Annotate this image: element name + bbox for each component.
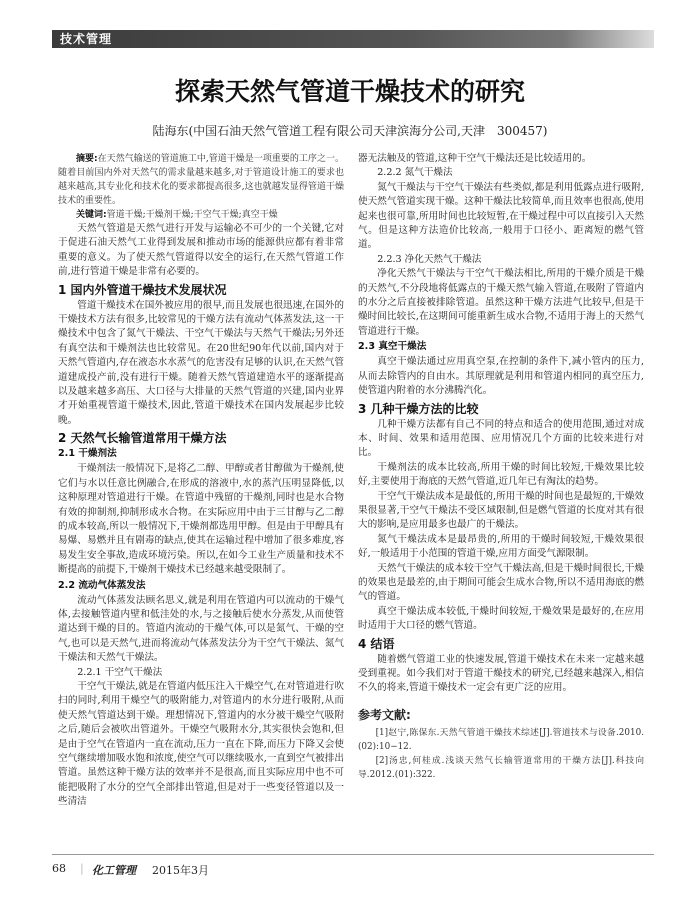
section-2-1-text: 干燥剂法一般情况下,是将乙二醇、甲醇或者甘醇做为干燥剂,使它们与水以任意比例融合,在形成的溶液中,水的蒸汽压明显降低,以这种原理对管道进行干燥。在管道中残留的干燥剂,同时也是水合物有效的抑制剂,抑制形成水合物。在实际应用中由于三甘醇与乙二醇的成本较高,所以一般情况下,干燥剂都选用甲醇。但是由于甲醇具有易爆、易燃并且有剧毒的缺点,使其在运输过程中增加了很多难度,容易发生安全事故,造成环境污染。所以,在如今工业生产质量和技术不断提高的前提下,干燥剂干燥技术已经越来越受限制了。 [58,463,344,576]
article-title: 探索天然气管道干燥技术的研究 [174,77,525,106]
section-2-3-text: 真空干燥法通过应用真空泵,在控制的条件下,减小管内的压力,从而去除管内的自由水。其原理就是利用和管道内相同的真空压力,使管道内附着的水分沸腾汽化。 [358,356,644,397]
keywords-text: 管道干燥;干燥剂干燥;干空气干燥;真空干燥 [106,210,278,220]
abstract-label: 摘要: [76,154,98,164]
journal-name: 化工管理 [92,864,136,877]
section-2-2-3-heading: 2.2.3 净化天然气干燥法 [377,253,482,265]
section-2-2-2-heading: 2.2.2 氮气干燥法 [377,167,453,179]
references-heading: 参考文献: [358,707,411,722]
intro-paragraph: 天然气管道是天然气进行开发与运输必不可少的一个关键,它对于促进石油天然气工业得到发展和推动市场的能源供应都有着非常重要的意义。为了使天然气管道得以安全的运行,在天然气管道工作前,进行管道干燥是非常有必要的。 [58,223,344,278]
section-label: 技术管理 [60,32,113,46]
keywords-label: 关键词: [76,210,107,220]
section-3-paragraph: 氮气干燥法成本是最昂贵的,所用的干燥时间较短,干燥效果很好,一般适用于小范围的管道干燥,应用方面受气源限制。 [358,533,644,560]
section-2-2-1-heading: 2.2.1 干空气干燥法 [77,666,163,678]
page-number: 68 [52,862,66,875]
section-3-heading: 3 几种干燥方法的比较 [358,401,479,416]
section-2-2-3-text: 净化天然气干燥法与干空气干燥法相比,所用的干燥介质是干燥的天然气,不分段地将低露点的干燥天然气输入管道,在吸附了管道内的水分之后直接被排除管道。虽然这种干燥方法进气比较早,但是干燥时间比较长,在这期间可能重新生成水合物,不适用于海上的天然气管道进行干燥。 [358,268,644,337]
issue-date: 2015年3月 [152,864,209,877]
section-2-2-text: 流动气体蒸发法顾名思义,就是利用在管道内可以流动的干燥气体,去接触管道内壁和低洼处的水,与之接触后使水分蒸发,从而使管道达到干燥的目的。管道内流动的干燥气体,可以是氮气、干燥的空气,也可以是天然气,进而将流动气体蒸发法分为干空气干燥法、氮气干燥法和天然气干燥法。 [58,594,344,664]
footer-separator: | [80,862,84,875]
footer-rule [52,854,654,855]
section-4-text: 随着燃气管道工业的快速发展,管道干燥技术在未来一定越来越受到重视。如今我们对于管道干燥技术的研究,已经越来越深入,相信不久的将来,管道干燥技术一定会有更广泛的应用。 [358,653,644,694]
section-2-3-heading: 2.3 真空干燥法 [358,341,427,353]
author-line: 陆海东(中国石油天然气管道工程有限公司天津滨海分公司,天津 300457) [152,124,548,138]
section-2-2-heading: 2.2 流动气体蒸发法 [58,579,146,591]
abstract-text: 在天然气输送的管道施工中,管道干燥是一项重要的工序之一。随着目前国内外对天然气的需求量越来越多,对于管道设计施工的要求也越来越高,其专业化和技术化的要求都提高很多,这也就越发显得管道干燥技术的重要性。 [58,154,344,206]
reference-item: [2]汤忠,何桂成.浅谈天然气长输管道常用的干燥方法[J].科技向导.2012.(01):322. [358,756,644,781]
section-4-heading: 4 结语 [358,636,395,651]
section-1-text: 管道干燥技术在国外被应用的很早,而且发展也很迅速,在国外的干燥技术方法有很多,比较常见的干燥方法有流动气体蒸发法,这一干燥技术中包含了氮气干燥法、干空气干燥法与天然气干燥法;另外还有真空法和干燥剂法也比较常见。在20世纪90年代以前,国内对于天然气管道内,存在液态水水蒸气的危害没有足够的认识,在天然气管道建成投产前,没有进行干燥。随着天然气管道建造水平的逐渐提高以及越来越多高压、大口径与大排量的天然气管道的兴建,国内业界才开始重视管道干燥技术,因此,管道干燥技术在国内发展起步比较晚。 [58,299,344,426]
keywords [58,208,344,222]
section-1-heading: 1 国内外管道干燥技术发展状况 [58,282,227,297]
section-3-paragraph: 干燥剂法的成本比较高,所用干燥的时间比较短,干燥效果比较好,主要使用于海底的天然气管道,近几年已有淘汰的趋势。 [358,461,644,488]
section-3-paragraph: 真空干燥法成本较低,干燥时间较短,干燥效果是最好的,在应用时适用于大口径的燃气管道。 [358,605,644,632]
left-column [58,152,344,810]
right-column [358,152,644,782]
reference-item: [1]赵宁,陈保东.天然气管道干燥技术综述[J].管道技术与设备.2010.(02):10−12. [358,728,644,753]
section-3-paragraph: 几种干燥方法都有自己不同的特点和适合的使用范围,通过对成本、时间、效果和适用范围、应用情况几个方面的比较来进行对比。 [358,418,644,459]
section-3-paragraph: 干空气干燥法成本是最低的,所用干燥的时间也是最短的,干燥效果很显著,干空气干燥法不受区域限制,但是燃气管道的长度对其有很大的影响,是应用最多也最广的干燥法。 [358,490,644,531]
section-2-2-2-text: 氮气干燥法与干空气干燥法有些类似,都是利用低露点进行吸附,使天然气管道实现干燥。这种干燥法比较简单,而且效率也很高,使用起来也很可靠,所用时间也比较短暂,在干燥过程中可以直接引入天然气。但是这种方法造价比较高,一般用于口径小、距离短的燃气管道。 [358,181,644,251]
header-bar [52,30,654,48]
continued-text: 器无法触及的管道,这种干空气干燥法还是比较适用的。 [358,153,592,164]
section-2-heading: 2 天然气长输管道常用干燥方法 [58,431,227,446]
abstract [58,152,344,208]
section-3-paragraph: 天然气干燥法的成本较干空气干燥法高,但是干燥时间很长,干燥的效果也是最差的,由于期间可能会生成水合物,所以不适用海底的燃气的管道。 [358,562,644,603]
section-2-2-1-text: 干空气干燥法,就是在管道内低压注入干燥空气,在对管道进行吹扫的同时,利用干燥空气的吸附能力,对管道内的水分进行吸附,从而使天然气管道达到干燥。理想情况下,管道内的水分被干燥空气吸附之后,随后会被吹出管道外。干燥空气吸附水分,其实很快会饱和,但是由于空气在管道内一直在流动,压力一直在下降,而压力下降又会使空气继续增加吸水饱和浓度,使空气可以继续吸水,一直到空气被排出管道。虽然这种干燥方法的效率并不是很高,而且实际应用中也不可能把吸附了水分的空气全部排出管道,但是对于一些变径管道以及一些清洁 [58,680,344,808]
section-2-1-heading: 2.1 干燥剂法 [58,448,117,460]
